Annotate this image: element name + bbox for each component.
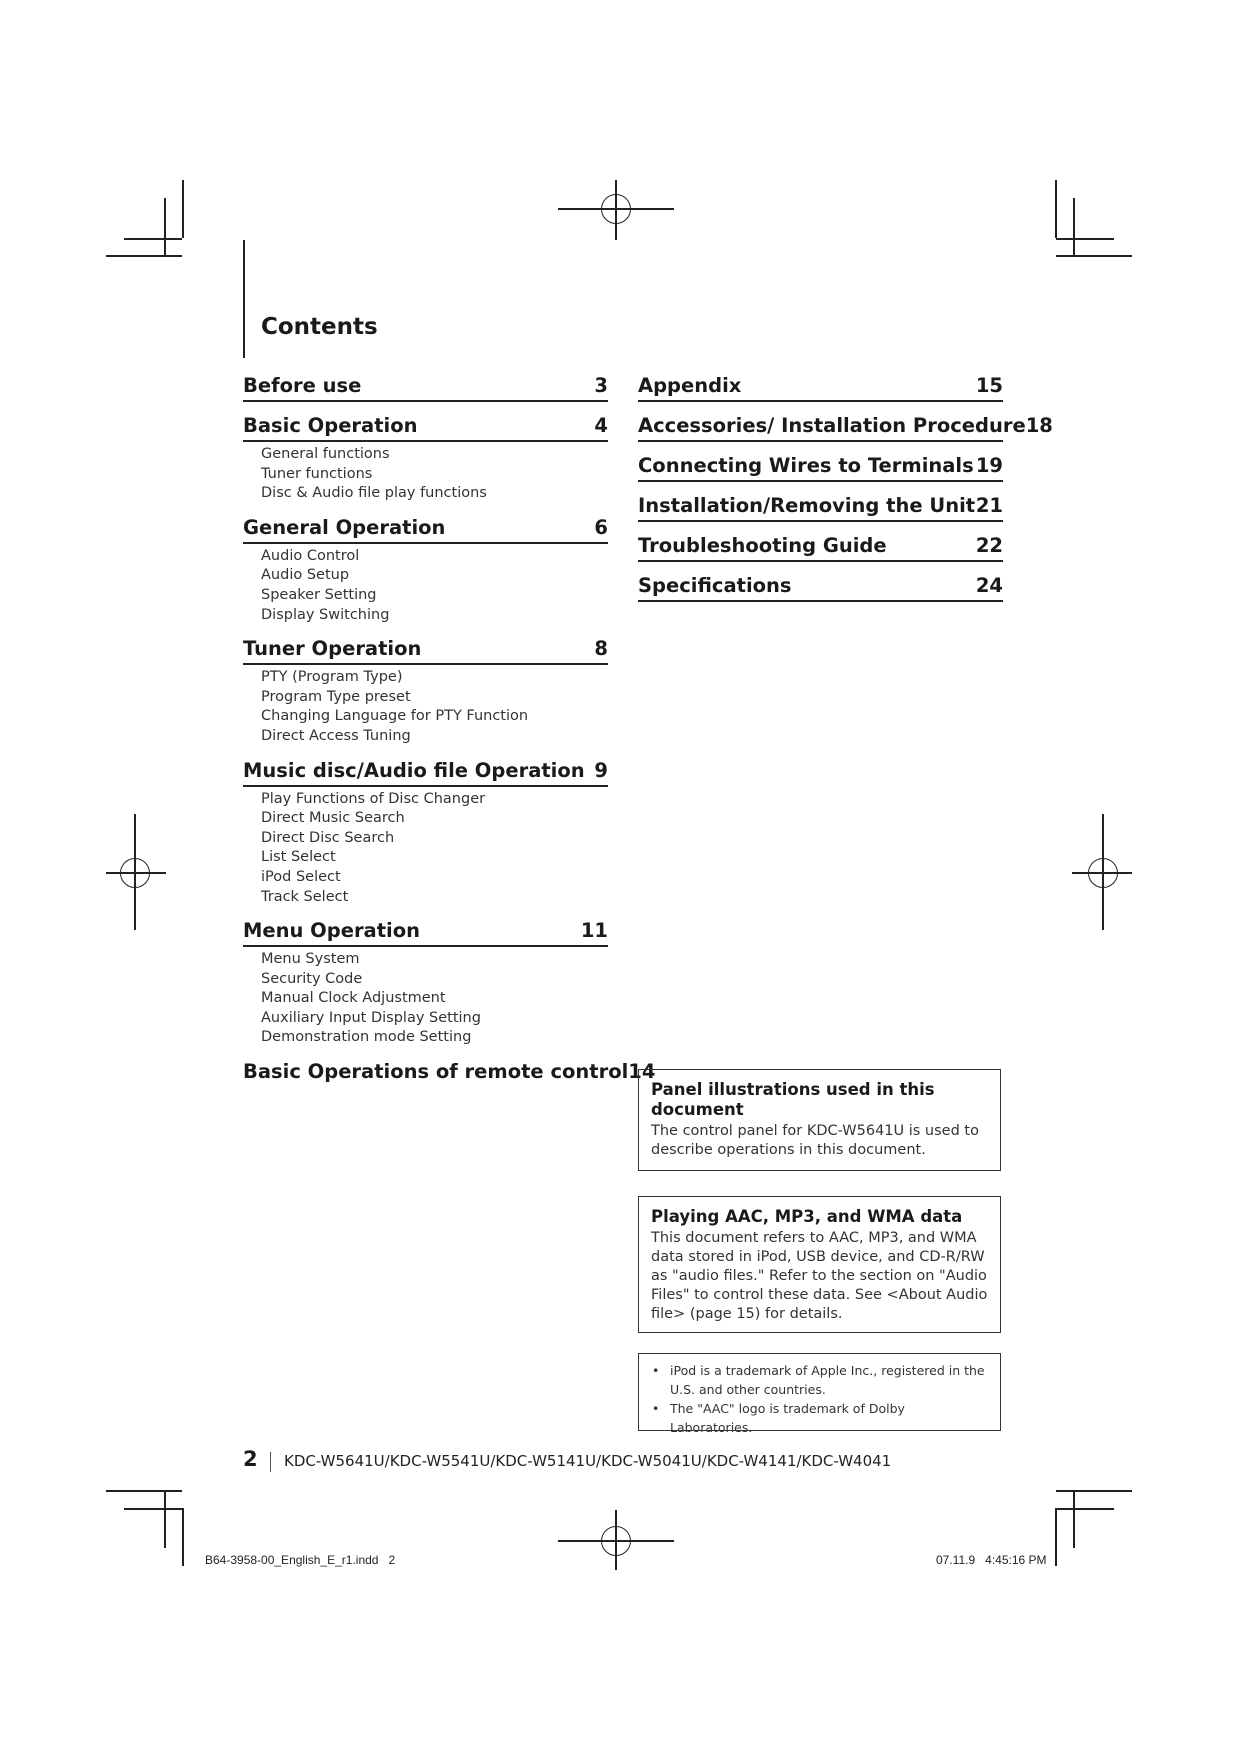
crop-mark bbox=[164, 1490, 166, 1548]
crop-mark bbox=[1056, 255, 1132, 257]
toc-page-number: 11 bbox=[580, 919, 608, 943]
registration-mark-right bbox=[1072, 814, 1132, 930]
toc-section-title: Accessories/ Installation Procedure bbox=[638, 414, 1026, 437]
toc-page-number: 14 bbox=[628, 1060, 656, 1084]
toc-section[interactable] bbox=[638, 532, 1003, 562]
box-title: Panel illustrations used in this document bbox=[651, 1080, 935, 1119]
toc-subitem: Security Code bbox=[261, 970, 363, 987]
crop-mark bbox=[1073, 198, 1075, 256]
toc-subitem: Program Type preset bbox=[261, 688, 411, 705]
toc-subitem: Direct Disc Search bbox=[261, 829, 395, 846]
toc-subitem: Audio Control bbox=[261, 547, 360, 564]
registration-mark-bottom bbox=[558, 1510, 674, 1570]
note-item: • iPod is a trademark of Apple Inc., registered in the U.S. and other countries. bbox=[651, 1361, 989, 1399]
crop-mark bbox=[1055, 180, 1057, 238]
toc-page-number: 9 bbox=[594, 758, 608, 782]
toc-section-title: Connecting Wires to Terminals bbox=[638, 454, 974, 477]
toc-page-number: 24 bbox=[975, 574, 1003, 597]
toc-section-title: Tuner Operation bbox=[243, 637, 422, 661]
toc-section-title: Installation/Removing the Unit bbox=[638, 494, 976, 517]
toc-section[interactable] bbox=[638, 412, 1053, 442]
toc-page-number: 8 bbox=[594, 637, 608, 661]
page-number: 2 bbox=[243, 1447, 258, 1471]
toc-page-number: 18 bbox=[1025, 414, 1053, 437]
crop-mark bbox=[164, 198, 166, 256]
box-text: The control panel for KDC-W5641U is used to describe operations in this document. bbox=[651, 1123, 979, 1158]
toc-section-title: Specifications bbox=[638, 574, 792, 597]
crop-mark bbox=[1055, 1508, 1057, 1566]
toc-subitem: Disc & Audio file play functions bbox=[261, 485, 487, 502]
toc-subitem: List Select bbox=[261, 849, 336, 866]
box-title: Playing AAC, MP3, and WMA data bbox=[651, 1207, 963, 1226]
toc-subitem: Auxiliary Input Display Setting bbox=[261, 1009, 481, 1026]
toc-subitem: Speaker Setting bbox=[261, 586, 377, 603]
box-text: This document refers to AAC, MP3, and WMA data stored in iPod, USB device, and CD-R/RW as "audio files." Refer to the section on "Audio Files" to control these data. See <About Audio file> (page 15) for details. bbox=[651, 1230, 988, 1322]
toc-subitem: Manual Clock Adjustment bbox=[261, 990, 446, 1007]
toc-subitem: General functions bbox=[261, 446, 390, 462]
toc-section[interactable] bbox=[638, 492, 1003, 522]
toc-section[interactable] bbox=[243, 372, 608, 402]
toc-subitem: Audio Setup bbox=[261, 567, 350, 584]
toc-section-title: Basic Operations of remote control bbox=[243, 1060, 629, 1084]
toc-section[interactable] bbox=[243, 917, 608, 1048]
toc-section[interactable] bbox=[638, 572, 1003, 602]
toc-page-number: 15 bbox=[975, 374, 1003, 397]
toc-section-title: Menu Operation bbox=[243, 919, 421, 943]
crop-mark bbox=[182, 180, 184, 238]
toc-left-column bbox=[243, 372, 656, 1096]
crop-mark bbox=[1073, 1490, 1075, 1548]
toc-section-title: Troubleshooting Guide bbox=[638, 534, 887, 557]
crop-mark bbox=[124, 238, 182, 240]
crop-mark bbox=[1056, 1508, 1114, 1510]
model-list: KDC-W5641U/KDC-W5541U/KDC-W5141U/KDC-W5041U/KDC-W4141/KDC-W4041 bbox=[284, 1452, 892, 1470]
toc-subitem: Changing Language for PTY Function bbox=[261, 708, 529, 725]
trademark-notes-box bbox=[638, 1353, 1001, 1435]
toc-section[interactable] bbox=[638, 372, 1003, 402]
toc-page-number: 3 bbox=[594, 374, 608, 397]
crop-mark bbox=[1056, 238, 1114, 240]
toc-subitem: Direct Music Search bbox=[261, 810, 405, 827]
page-title: Contents bbox=[261, 314, 378, 340]
panel-illustrations-box bbox=[638, 1069, 1001, 1171]
crop-mark bbox=[182, 1508, 184, 1566]
toc-section-title: Basic Operation bbox=[243, 414, 418, 437]
toc-subitem: Direct Access Tuning bbox=[261, 727, 411, 744]
toc-subitem: Menu System bbox=[261, 951, 360, 968]
toc-subitem: Demonstration mode Setting bbox=[261, 1029, 472, 1046]
toc-subitem: Tuner functions bbox=[261, 465, 373, 482]
toc-section-title: Appendix bbox=[638, 374, 742, 397]
audio-data-box bbox=[638, 1196, 1001, 1333]
toc-section[interactable] bbox=[638, 452, 1003, 482]
crop-mark bbox=[106, 255, 182, 257]
toc-section-title: Music disc/Audio file Operation bbox=[243, 758, 585, 782]
toc-page-number: 21 bbox=[975, 494, 1003, 517]
toc-subitem: Display Switching bbox=[261, 606, 390, 623]
toc-page-number: 22 bbox=[975, 534, 1003, 557]
toc-section[interactable] bbox=[243, 514, 608, 625]
toc-page-number: 6 bbox=[594, 515, 608, 539]
toc-subitem: iPod Select bbox=[261, 868, 341, 885]
slug-timestamp: 07.11.9 4:45:16 PM bbox=[936, 1553, 1047, 1567]
toc-page-number: 19 bbox=[975, 454, 1003, 477]
registration-mark-left bbox=[106, 814, 166, 930]
toc-subitem: PTY (Program Type) bbox=[261, 669, 403, 686]
toc-right-column bbox=[638, 372, 1053, 612]
toc-section[interactable] bbox=[243, 635, 608, 746]
footer-divider bbox=[270, 1452, 271, 1472]
note-item: • The "AAC" logo is trademark of Dolby Laboratories. bbox=[651, 1399, 989, 1437]
toc-subitem: Play Functions of Disc Changer bbox=[261, 790, 486, 807]
toc-section[interactable] bbox=[243, 1058, 656, 1086]
toc-page-number: 4 bbox=[594, 414, 608, 437]
toc-section[interactable] bbox=[243, 412, 608, 504]
slug-filename: B64-3958-00_English_E_r1.indd 2 bbox=[205, 1553, 396, 1567]
registration-mark-top bbox=[558, 180, 674, 240]
crop-mark bbox=[106, 1490, 182, 1492]
crop-mark bbox=[1056, 1490, 1132, 1492]
toc-subitem: Track Select bbox=[261, 888, 349, 905]
crop-mark bbox=[124, 1508, 182, 1510]
toc-section-title: Before use bbox=[243, 374, 362, 397]
title-bar bbox=[243, 240, 245, 358]
toc-section[interactable] bbox=[243, 757, 608, 908]
toc-section-title: General Operation bbox=[243, 515, 446, 539]
